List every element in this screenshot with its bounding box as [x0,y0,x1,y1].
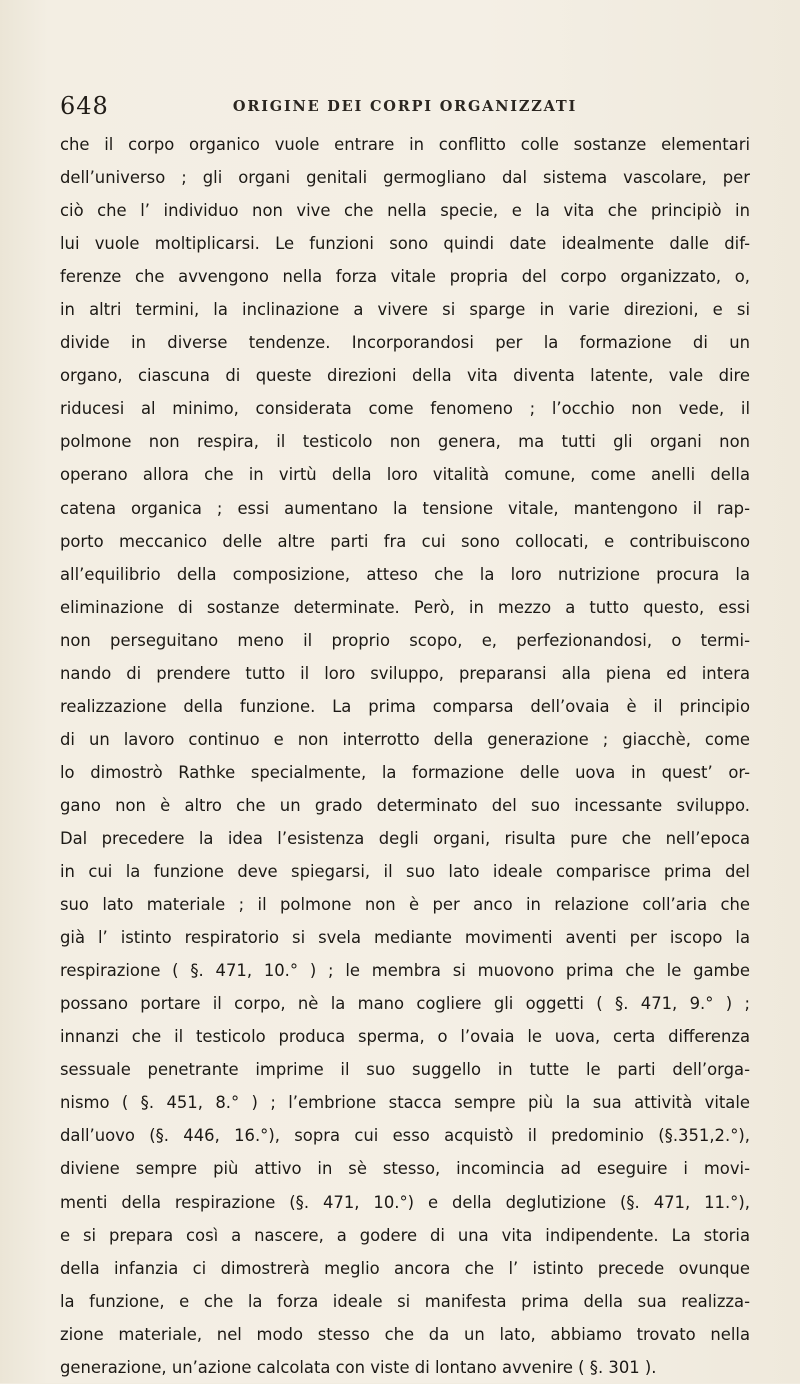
text-line: generazione, un’azione calcolata con viste di lontano avvenire ( §. 301 ). [60,1357,657,1377]
text-line: operano allora che in virtù della loro vitalità comune, come anelli della [60,465,750,485]
text-line: nando di prendere tutto il loro sviluppo, preparansi alla piena ed intera [60,663,750,683]
text-line: innanzi che il testicolo produca sperma, o l’ovaia le uova, certa differenza [60,1027,750,1047]
text-line: che il corpo organico vuole entrare in conflitto colle sostanze elementari [60,135,750,154]
text-line: in cui la funzione deve spiegarsi, il suo lato ideale comparisce prima del [60,862,750,882]
page-number: 648 [60,92,109,120]
text-line: divide in diverse tendenze. Incorporandosi per la formazione di un [60,333,750,353]
text-line: riducesi al minimo, considerata come fenomeno ; l’occhio non vede, il [60,399,750,419]
text-line: Dal precedere la idea l’esistenza degli organi, risulta pure che nell’epoca [60,828,750,848]
text-line: di un lavoro continuo e non interrotto della generazione ; giacchè, come [60,729,750,749]
text-line: realizzazione della funzione. La prima comparsa dell’ovaia è il principio [60,696,750,716]
text-line: ciò che l’ individuo non vive che nella specie, e la vita che principiò in [60,201,750,221]
text-line: eliminazione di sostanze determinate. Però, in mezzo a tutto questo, essi [60,597,750,617]
text-line: lui vuole moltiplicarsi. Le funzioni sono quindi date idealmente dalle dif- [60,234,750,254]
page-header [60,92,750,120]
text-line: ferenze che avvengono nella forza vitale propria del corpo organizzato, o, [60,267,750,287]
running-title: ORIGINE DEI CORPI ORGANIZZATI [232,98,578,115]
text-line: suo lato materiale ; il polmone non è per anco in relazione coll’aria che [60,895,750,915]
text-line: sessuale penetrante imprime il suo suggello in tutte le parti dell’orga- [60,1060,750,1080]
text-line: lo dimostrò Rathke specialmente, la formazione delle uova in quest’ or- [60,762,750,782]
text-line: la funzione, e che la forza ideale si manifesta prima della sua realizza- [60,1291,750,1311]
text-line: diviene sempre più attivo in sè stesso, incomincia ad eseguire i movi- [60,1159,750,1179]
text-line: respirazione ( §. 471, 10.° ) ; le membra si muovono prima che le gambe [60,961,750,981]
text-line: dall’uovo (§. 446, 16.°), sopra cui esso acquistò il predominio (§.351,2.°), [60,1126,750,1146]
body-text [60,128,750,1384]
text-line: menti della respirazione (§. 471, 10.°) e della deglutizione (§. 471, 11.°), [60,1192,750,1212]
text-line: in altri termini, la inclinazione a vivere si sparge in varie direzioni, e si [60,300,750,320]
text-line: zione materiale, nel modo stesso che da un lato, abbiamo trovato nella [60,1324,750,1344]
text-line: all’equilibrio della composizione, atteso che la loro nutrizione procura la [60,564,750,584]
text-line: possano portare il corpo, nè la mano cogliere gli oggetti ( §. 471, 9.° ) ; [60,994,750,1014]
text-line: porto meccanico delle altre parti fra cui sono collocati, e contribuiscono [60,531,750,551]
text-line: dell’universo ; gli organi genitali germogliano dal sistema vascolare, per [60,168,750,188]
text-line: catena organica ; essi aumentano la tensione vitale, mantengono il rap- [60,498,750,518]
text-line: già l’ istinto respiratorio si svela mediante movimenti aventi per iscopo la [60,928,750,948]
text-line: della infanzia ci dimostrerà meglio ancora che l’ istinto precede ovunque [60,1258,750,1278]
text-line: non perseguitano meno il proprio scopo, e, perfezionandosi, o termi- [60,630,750,650]
text-line: polmone non respira, il testicolo non genera, ma tutti gli organi non [60,432,750,452]
text-line: organo, ciascuna di queste direzioni della vita diventa latente, vale dire [60,366,750,386]
text-line: nismo ( §. 451, 8.° ) ; l’embrione stacca sempre più la sua attività vitale [60,1093,750,1113]
text-line: gano non è altro che un grado determinato del suo incessante sviluppo. [60,795,750,815]
text-line: e si prepara così a nascere, a godere di una vita indipendente. La storia [60,1225,750,1245]
